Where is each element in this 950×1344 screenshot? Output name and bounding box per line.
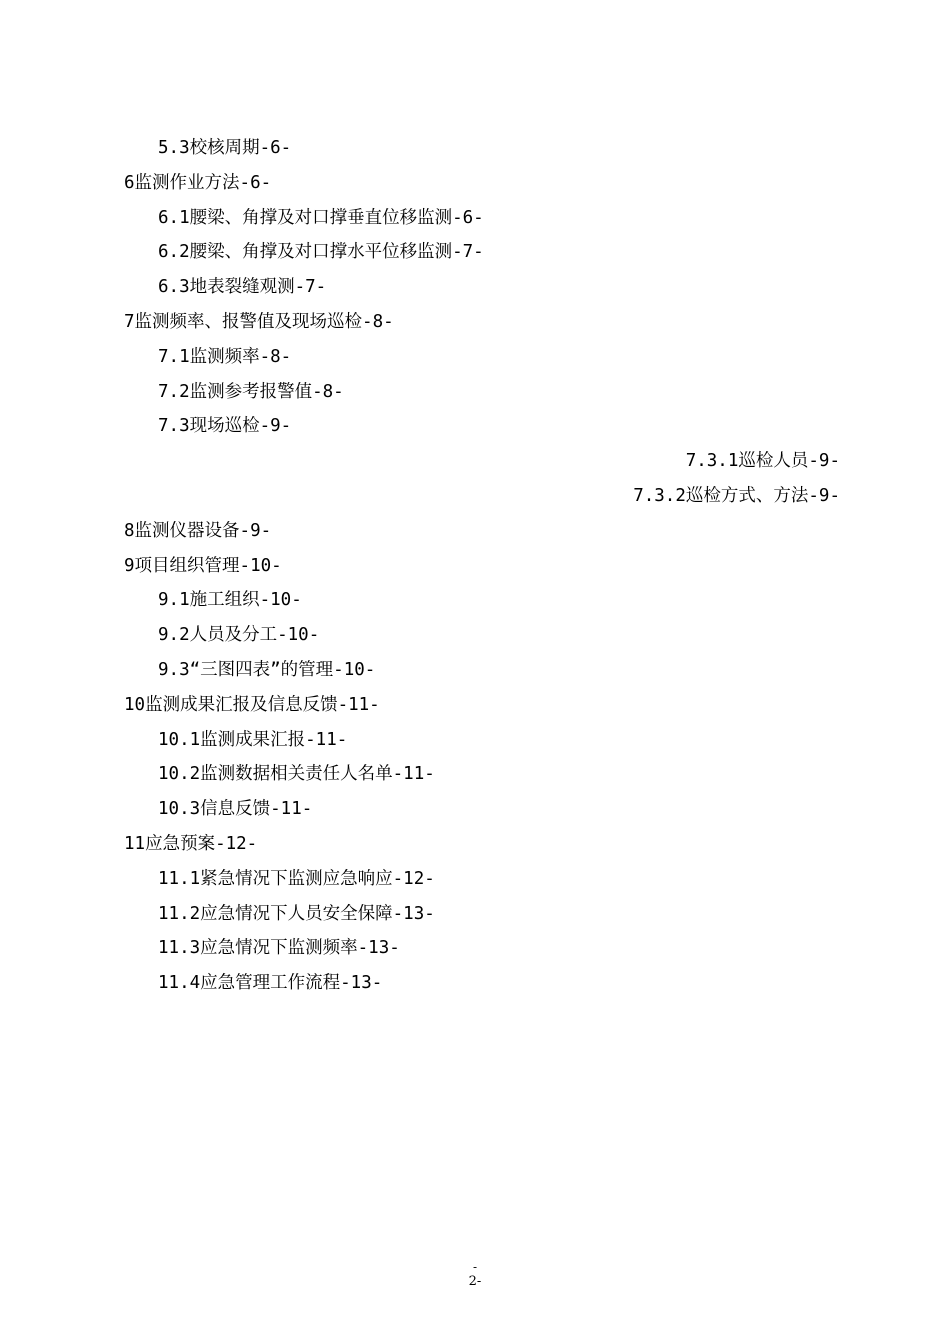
- table-of-contents: [0, 131, 950, 1001]
- toc-entry-6-1[interactable]: 6.1腰梁、角撑及对口撑垂直位移监测-6-: [158, 207, 484, 228]
- toc-entry-11-4[interactable]: 11.4应急管理工作流程-13-: [158, 973, 383, 994]
- toc-entry-7-3-2[interactable]: 7.3.2巡检方式、方法-9-: [633, 485, 840, 506]
- toc-entry-9-1[interactable]: 9.1施工组织-10-: [158, 590, 302, 611]
- toc-entry-7-1[interactable]: 7.1监测频率-8-: [158, 346, 292, 367]
- toc-entry-11-3[interactable]: 11.3应急情况下监测频率-13-: [158, 938, 400, 959]
- toc-entry-11-1[interactable]: 11.1紧急情况下监测应急响应-12-: [158, 868, 435, 889]
- toc-entry-6-2[interactable]: 6.2腰梁、角撑及对口撑水平位移监测-7-: [158, 242, 484, 263]
- toc-entry-9[interactable]: 9项目组织管理-10-: [124, 555, 282, 576]
- toc-entry-5-3[interactable]: 5.3校核周期-6-: [158, 138, 292, 158]
- toc-entry-9-2[interactable]: 9.2人员及分工-10-: [158, 625, 320, 646]
- page-number: 2-: [468, 1274, 482, 1289]
- toc-entry-7-3-1[interactable]: 7.3.1巡检人员-9-: [685, 451, 840, 472]
- toc-entry-7-3[interactable]: 7.3现场巡检-9-: [158, 416, 292, 437]
- toc-entry-10-1[interactable]: 10.1监测成果汇报-11-: [158, 729, 348, 750]
- toc-entry-11[interactable]: 11应急预案-12-: [124, 833, 258, 854]
- toc-entry-11-2[interactable]: 11.2应急情况下人员安全保障-13-: [158, 903, 435, 924]
- page-footer-dash: -: [472, 1260, 478, 1274]
- toc-entry-7[interactable]: 7监测频率、报警值及现场巡检-8-: [124, 311, 394, 332]
- toc-entry-7-2[interactable]: 7.2监测参考报警值-8-: [158, 381, 344, 402]
- toc-entry-6-3[interactable]: 6.3地表裂缝观测-7-: [158, 277, 327, 298]
- toc-entry-10[interactable]: 10监测成果汇报及信息反馈-11-: [124, 694, 380, 715]
- toc-entry-10-2[interactable]: 10.2监测数据相关责任人名单-11-: [158, 764, 435, 785]
- toc-entry-8[interactable]: 8监测仪器设备-9-: [124, 520, 272, 541]
- toc-entry-10-3[interactable]: 10.3信息反馈-11-: [158, 799, 313, 820]
- toc-entry-9-3[interactable]: 9.3“三图四表”的管理-10-: [158, 659, 376, 680]
- toc-entry-6[interactable]: 6监测作业方法-6-: [124, 172, 272, 193]
